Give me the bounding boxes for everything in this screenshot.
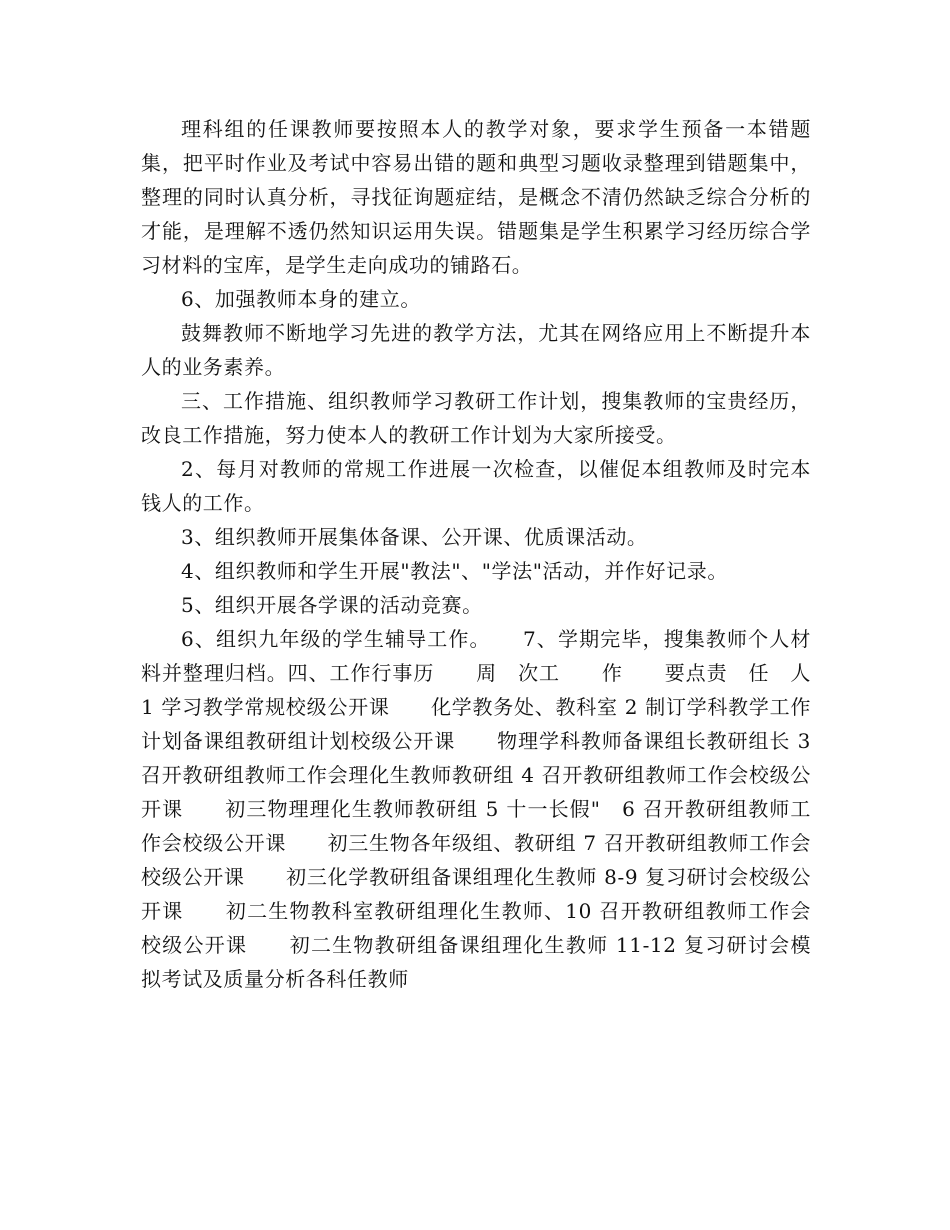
paragraph-lesson-activities: 3、组织教师开展集体备课、公开课、优质课活动。 bbox=[181, 525, 648, 549]
paragraph-error-collection: 理科组的任课教师要按照本人的教学对象，要求学生预备一本错题集，把平时作业及考试中容易出错的题和典型习题收录整理到错题集中，整理的同时认真分析，寻找征询题症结，是概念不清仍然缺乏综合分析的才能，是理解不透仍然知识运用失误。错题集是学生积累学习经历综合学习材料的宝库，是学生走向成功的铺路石。 bbox=[141, 117, 811, 277]
paragraph-competitions: 5、组织开展各学课的活动竞赛。 bbox=[181, 593, 483, 617]
paragraph-monthly-check: 2、每月对教师的常规工作进展一次检查，以催促本组教师及时完本钱人的工作。 bbox=[141, 457, 811, 515]
paragraph-schedule: 6、组织九年级的学生辅导工作。 7、学期完毕，搜集教师个人材料并整理归档。四、工作行事历 周 次工 作 要点责 任 人 1 学习教学常规校级公开课 化学教务处、教科室 2 制订学科教学工作计划备课组教研组计划校级公开课 物理学科教师备课组长教研组长 3 召开教研组教师工作会理化生教师教研组 4 召开教研组教师工作会校级公开课 初三物理理化生教师教研组 5 十一长假" 6 召开教研组教师工作会校级公开课 初三生物各年级组、教研组 7 召开教研组教师工作会校级公开课 初三化学教研组备课组理化生教师 8-9 复习研讨会校级公开课 初二生物教科室教研组理化生教师、10 召开教研组教师工作会校级公开课 初二生物教研组备课组理化生教师 11-12 复习研讨会模拟考试及质量分析各科任教师 bbox=[141, 627, 811, 991]
paragraph-teacher-development-heading: 6、加强教师本身的建立。 bbox=[181, 287, 421, 311]
paragraph-encourage-teachers: 鼓舞教师不断地学习先进的教学方法，尤其在网络应用上不断提升本人的业务素养。 bbox=[141, 321, 811, 379]
paragraph-work-measures: 三、工作措施、组织教师学习教研工作计划，搜集教师的宝贵经历，改良工作措施，努力使本人的教研工作计划为大家所接受。 bbox=[141, 389, 811, 447]
document-page bbox=[141, 112, 811, 996]
paragraph-teaching-methods: 4、组织教师和学生开展"教法"、"学法"活动，并作好记录。 bbox=[181, 559, 728, 583]
